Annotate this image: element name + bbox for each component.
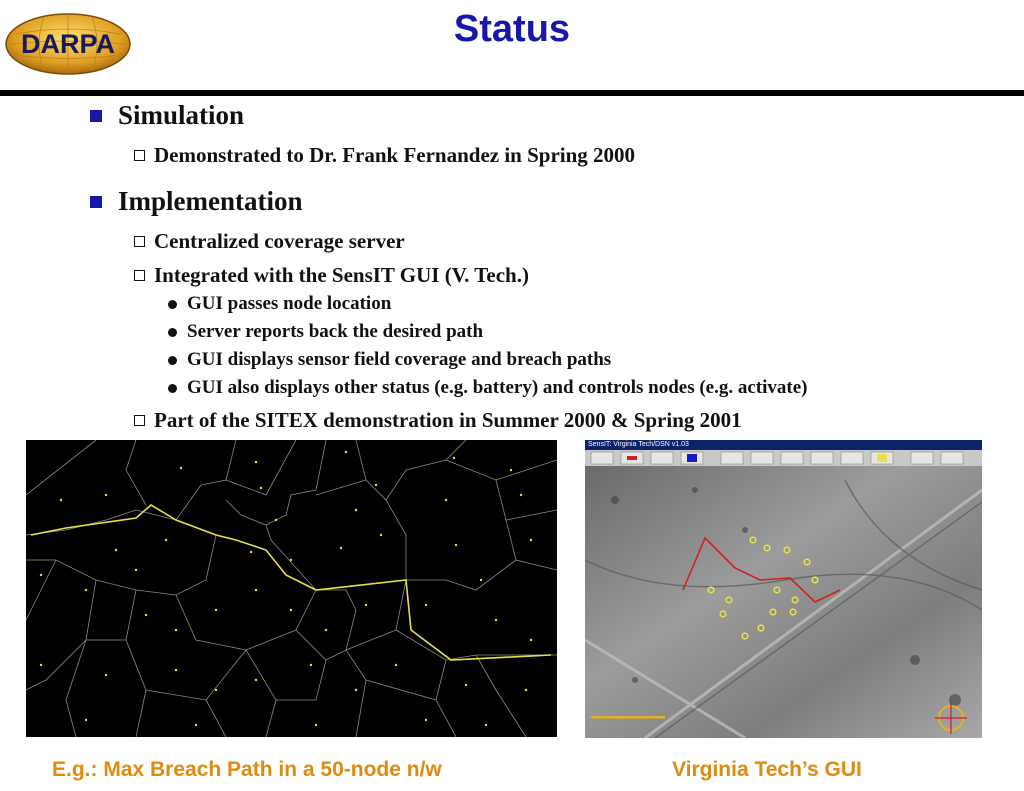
square-bullet-icon [90,196,102,208]
bullet-impl-sub2: Integrated with the SensIT GUI (V. Tech.) [154,263,529,288]
hollow-square-bullet-icon [134,415,145,426]
bullet-simulation: Simulation [118,100,244,131]
bullet-implementation: Implementation [118,186,303,217]
dot-bullet-icon [168,328,177,337]
list-item: Server reports back the desired path [187,321,483,343]
gui-window-title: SensIT: Virginia Tech/DSN v1.03 [585,440,982,450]
title-divider [0,90,1024,96]
bullet-impl-sub1: Centralized coverage server [154,229,405,254]
hollow-square-bullet-icon [134,236,145,247]
hollow-square-bullet-icon [134,150,145,161]
gui-toolbar [585,450,982,466]
square-bullet-icon [90,110,102,122]
dot-bullet-icon [168,300,177,309]
dot-bullet-icon [168,384,177,393]
left-figure-caption: E.g.: Max Breach Path in a 50-node n/w [52,758,442,781]
voronoi-breach-figure [26,440,557,737]
right-figure-caption: Virginia Tech’s GUI [672,758,862,781]
list-item: GUI displays sensor field coverage and breach paths [187,349,611,371]
list-item: GUI passes node location [187,293,391,315]
bullet-simulation-sub: Demonstrated to Dr. Frank Fernandez in Spring 2000 [154,143,635,168]
dot-bullet-icon [168,356,177,365]
hollow-square-bullet-icon [134,270,145,281]
bullet-impl-sub3: Part of the SITEX demonstration in Summer 2000 & Spring 2001 [154,408,742,433]
virginia-tech-gui-screenshot [585,440,982,738]
darpa-logo-text: DARPA [21,29,115,59]
page-title: Status [453,8,571,50]
list-item: GUI also displays other status (e.g. battery) and controls nodes (e.g. activate) [187,377,807,399]
